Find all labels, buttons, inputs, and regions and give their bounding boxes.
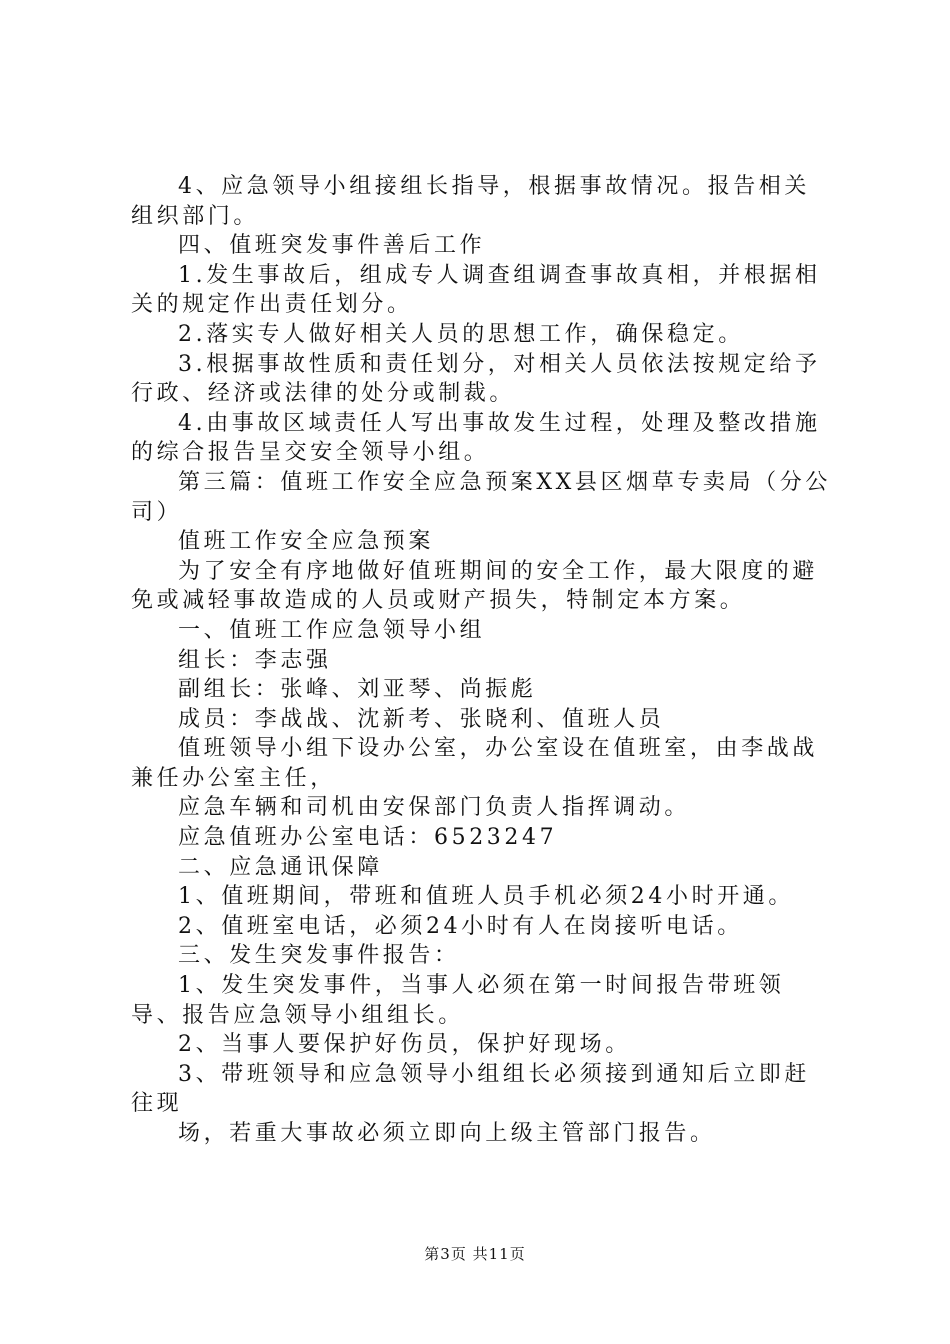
paragraph: 值班领导小组下设办公室，办公室设在值班室，由李战战兼任办公室主任， [131, 736, 819, 791]
page-number-footer: 第3页 共11页 [424, 1245, 526, 1263]
section-heading: 四、值班突发事件善后工作 [178, 233, 486, 259]
paragraph: 1.发生事故后，组成专人调查组调查事故真相，并根据相关的规定作出责任划分。 [131, 262, 821, 318]
chapter-title: 第三篇：值班工作安全应急预案XX县区烟草专卖局（分公司） [131, 469, 831, 525]
paragraph: 应急车辆和司机由安保部门负责人指挥调动。 [178, 795, 691, 821]
paragraph: 4、应急领导小组接组长指导，根据事故情况。报告相关组织部门。 [131, 174, 810, 229]
section-heading: 一、值班工作应急领导小组 [178, 617, 486, 643]
paragraph: 2、当事人要保护好伤员，保护好现场。 [178, 1032, 631, 1058]
paragraph: 1、值班期间，带班和值班人员手机必须24小时开通。 [178, 884, 794, 910]
paragraph: 3.根据事故性质和责任划分，对相关人员依法按规定给予行政、经济或法律的处分或制裁。 [131, 351, 821, 407]
paragraph: 副组长：张峰、刘亚琴、尚振彪 [178, 677, 537, 703]
paragraph: 应急值班办公室电话：6523247 [178, 825, 558, 851]
paragraph: 组长：李志强 [178, 647, 332, 673]
paragraph: 4.由事故区域责任人写出事故发生过程，处理及整改措施的综合报告呈交安全领导小组。 [131, 410, 821, 466]
document-subtitle: 值班工作安全应急预案 [178, 529, 435, 555]
document-body [131, 172, 831, 1149]
paragraph: 1、发生突发事件，当事人必须在第一时间报告带班领导、报告应急领导小组组长。 [131, 973, 785, 1028]
paragraph: 场，若重大事故必须立即向上级主管部门报告。 [178, 1121, 716, 1146]
paragraph: 成员：李战战、沈新考、张晓利、值班人员 [178, 706, 665, 732]
paragraph: 为了安全有序地做好值班期间的安全工作，最大限度的避免或减轻事故造成的人员或财产损失，特制定本方案。 [131, 558, 819, 614]
section-heading: 二、应急通讯保障 [178, 854, 383, 880]
section-heading: 三、发生突发事件报告： [178, 943, 460, 969]
paragraph: 2、值班室电话，必须24小时有人在岗接听电话。 [178, 913, 743, 939]
paragraph: 3、带班领导和应急领导小组组长必须接到通知后立即赶往现 [131, 1061, 810, 1117]
paragraph: 2.落实专人做好相关人员的思想工作，确保稳定。 [178, 321, 744, 347]
